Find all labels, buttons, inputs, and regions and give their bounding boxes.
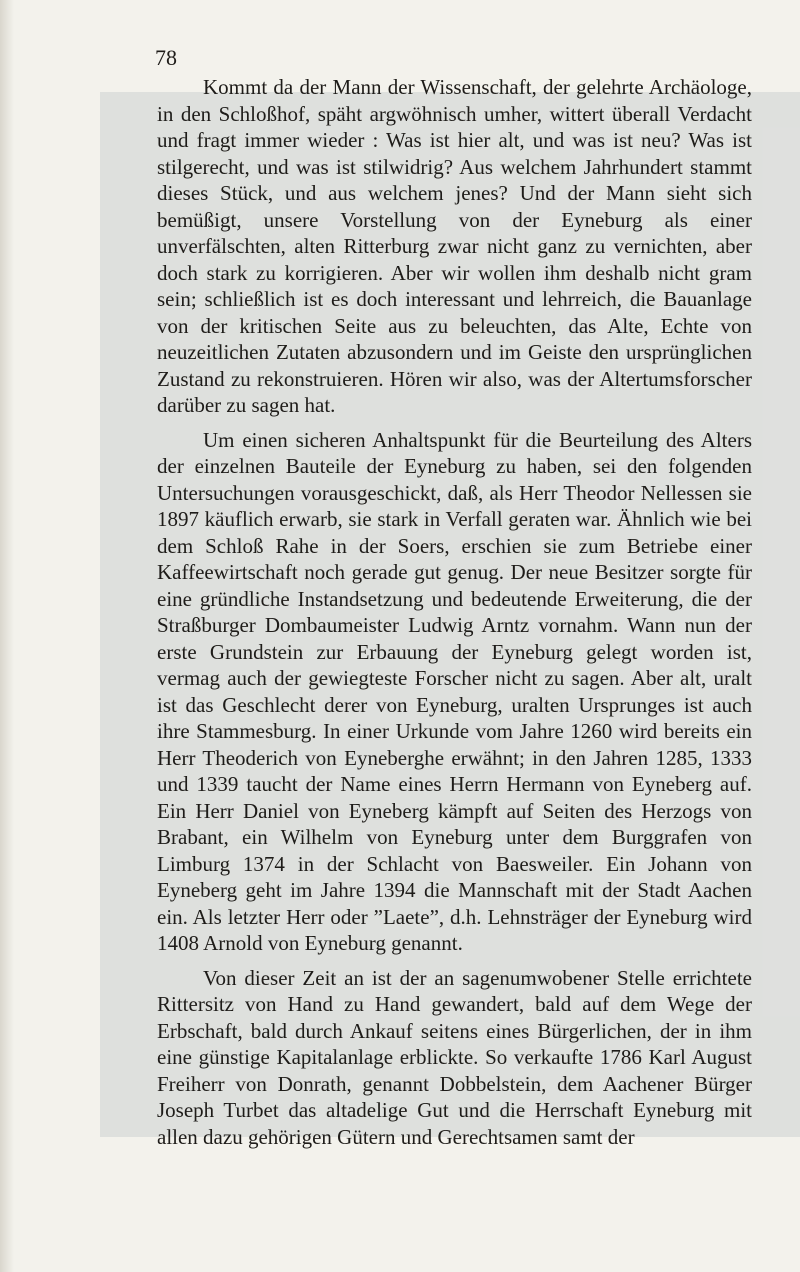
page-number: 78 bbox=[155, 45, 177, 70]
paragraph-2: Um einen sicheren Anhaltspunkt für die Beurteilung des Alters der einzelnen Bauteile der Eyneburg zu haben, sei den folgenden Untersuchungen vorausgeschickt, daß, als Herr Theodor Nellessen sie 1897 käuflich erwarb, sie stark in Verfall geraten war. Ähnlich wie bei dem Schloß Rahe in der Soers, erschien sie zum Betriebe einer Kaffeewirtschaft noch gerade gut genug. Der neue Besitzer sorgte für eine gründliche Instandsetzung und bedeutende Erweiterung, die der Straßburger Dombaumeister Ludwig Arntz vornahm. Wann nun der erste Grundstein zur Erbauung der Eyneburg gelegt worden ist, vermag auch der gewiegteste Forscher nicht zu sagen. Aber alt, uralt ist das Geschlecht derer von Eyneburg, uralten Ursprunges ist auch ihre Stammesburg. In einer Urkunde vom Jahre 1260 wird bereits ein Herr Theoderich von Eyneberghe erwähnt; in den Jahren 1285, 1333 und 1339 taucht der Name eines Herrn Hermann von Eyneberg auf. Ein Herr Daniel von Eyneberg kämpft auf Seiten des Herzogs von Brabant, ein Wilhelm von Eyneburg unter dem Burggrafen von Limburg 1374 in der Schlacht von Baesweiler. Ein Johann von Eyneberg geht im Jahre 1394 die Mannschaft mit der Stadt Aachen ein. Als letzter Herr oder ”Laete”, d.h. Lehnsträger der Eyneburg wird 1408 Arnold von Eyneburg genannt. bbox=[157, 427, 752, 955]
spine-shadow bbox=[0, 0, 14, 1272]
paragraph-1: Kommt da der Mann der Wissenschaft, der gelehrte Archäologe, in den Schloßhof, späht argwöhnisch umher, wittert überall Verdacht und fragt immer wieder : Was ist hier alt, und was ist neu? Was ist stilgerecht, und was ist stilwidrig? Aus welchem Jahrhundert stammt dieses Stück, und aus welchem jenes? Und der Mann sieht sich bemüßigt, unsere Vorstellung von der Eyneburg als einer unverfälschten, alten Ritterburg zwar nicht ganz zu vernichten, aber doch stark zu korrigieren. Aber wir wollen ihm deshalb nicht gram sein; schließlich ist es doch interessant und lehrreich, die Bauanlage von der kritischen Seite aus zu beleuchten, das Alte, Echte von neuzeitlichen Zutaten abzusondern und im Geiste den ursprünglichen Zustand zu rekonstruieren. Hören wir also, was der Altertumsforscher darüber zu sagen hat. bbox=[157, 75, 752, 417]
paragraph-3: Von dieser Zeit an ist der an sagenumwobener Stelle errichtete Rittersitz von Hand zu Hand gewandert, bald auf dem Wege der Erbschaft, bald durch Ankauf seitens eines Bürgerlichen, der in ihm eine günstige Kapitalanlage erblickte. So verkaufte 1786 Karl August Freiherr von Donrath, genannt Dobbelstein, dem Aachener Bürger Joseph Turbet das altadelige Gut und die Herrschaft Eyneburg mit allen dazu gehörigen Gütern und Gerechtsamen samt der bbox=[157, 965, 752, 1149]
body-text bbox=[157, 74, 752, 1158]
